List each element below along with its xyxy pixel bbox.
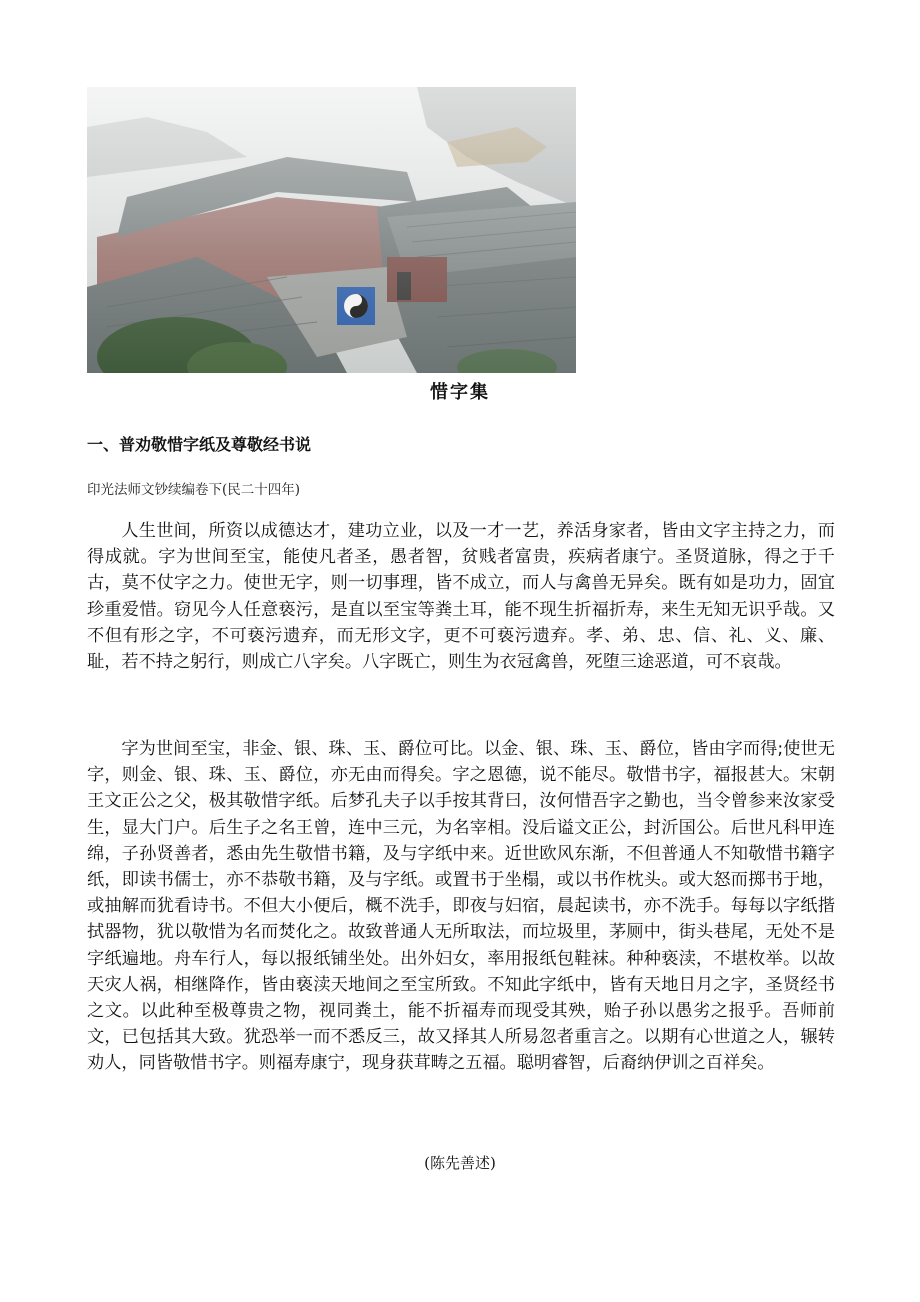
document-title: 惜字集 (430, 382, 490, 403)
source-citation: 印光法师文钞续编卷下(民二十四年) (87, 482, 301, 498)
section-heading: 一、普劝敬惜字纸及尊敬经书说 (87, 435, 312, 454)
body-paragraph: 字为世间至宝，非金、银、珠、玉、爵位可比。以金、银、珠、玉、爵位，皆由字而得;使世无字，则金、银、珠、玉、爵位，亦无由而得矣。字之恩德，说不能尽。敬惜书字，福报甚大。宋朝王文正公之父，极其敬惜字纸。后梦孔夫子以手按其背曰，汝何惜吾字之勤也，当令曾参来汝家受生，显大门户。后生子之名王曾，连中三元，为名宰相。没后谥文正公，封沂国公。后世凡科甲连绵，子孙贤善者，悉由先生敬惜书籍，及与字纸中来。近世欧风东渐，不但普通人不知敬惜书籍字纸，即读书儒士，亦不恭敬书籍，及与字纸。或置书于坐榻，或以书作枕头。或大怒而掷书于地，或抽解而犹看诗书。不但大小便后，概不洗手，即夜与妇宿，晨起读书，亦不洗手。每每以字纸揩拭器物，犹以敬惜为名而焚化之。故致普通人无所取法，而垃圾里，茅厕中，街头巷尾，无处不是字纸遍地。舟车行人，每以报纸铺坐处。出外妇女，率用报纸包鞋袜。种种亵渎，不堪枚举。以故天灾人祸，相继降作，皆由亵渎天地间之至宝所致。不知此字纸中，皆有天地日月之字，圣贤经书之文。以此种至极尊贵之物，视同粪土，能不折福寿而现受其殃，贻子孙以愚劣之报乎。吾师前文，已包括其大致。犹恐举一而不悉反三，故又择其人所易忽者重言之。以期有心世道之人，辗转劝人，同皆敬惜书字。则福寿康宁，现身获茸畴之五福。聪明睿智，后裔纳伊训之百祥矣。 (87, 739, 835, 1074)
body-paragraph: 人生世间，所资以成德达才，建功立业，以及一才一艺，养活身家者，皆由文字主持之力，而得成就。字为世间至宝，能使凡者圣，愚者智，贫贱者富贵，疾病者康宁。圣贤道脉，得之于千古，莫不仗字之力。使世无字，则一切事理，皆不成立，而人与禽兽无异矣。既有如是功力，固宜珍重爱惜。窃见今人任意亵污，是直以至宝等粪土耳，能不现生折福折寿，来生无知无识乎哉。又不但有形之字，不可亵污遗弃，而无形文字，更不可亵污遗弃。孝、弟、忠、信、礼、义、廉、耻，若不持之躬行，则成亡八字矣。八字既亡，则生为衣冠禽兽，死堕三途恶道，可不哀哉。 (87, 521, 835, 673)
temple-photo (87, 87, 576, 373)
author-attribution: (陈先善述) (424, 1154, 496, 1172)
